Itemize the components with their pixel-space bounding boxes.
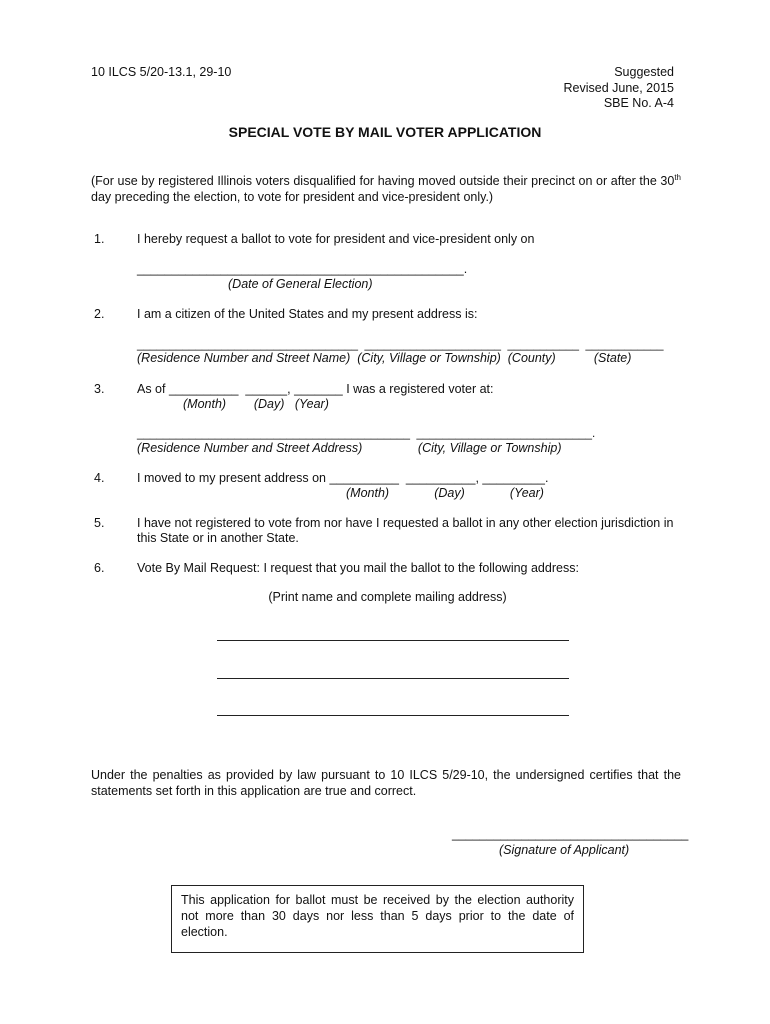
present-address-caption: (Residence Number and Street Name) (City, Village or Township) (County) (State) xyxy=(137,351,632,365)
date-of-election-field[interactable]: _______________________________________________. xyxy=(137,262,468,276)
item-2-number: 2. xyxy=(94,307,105,321)
item-4-number: 4. xyxy=(94,471,105,485)
intro-superscript: th xyxy=(674,172,681,182)
mailing-address-line-2[interactable] xyxy=(217,678,569,679)
suggested-label: Suggested xyxy=(614,65,674,79)
revision-date: Revised June, 2015 xyxy=(563,80,674,95)
prior-address-caption: (Residence Number and Street Address) (City, Village or Township) xyxy=(137,441,562,455)
item-3-number: 3. xyxy=(94,382,105,396)
form-identifier xyxy=(564,65,675,112)
intro-paragraph xyxy=(91,173,681,205)
statute-reference: 10 ILCS 5/20-13.1, 29-10 xyxy=(91,65,232,79)
item-2-text: I am a citizen of the United States and my present address is: xyxy=(137,307,478,321)
deadline-notice-box xyxy=(171,885,584,953)
deadline-notice-text: This application for ballot must be received by the election authority not more than 30 days nor less than 5 days prior to the date of election. xyxy=(181,893,574,939)
item-1-number: 1. xyxy=(94,232,105,246)
mailing-address-caption: (Print name and complete mailing address) xyxy=(268,590,507,604)
mailing-address-line-3[interactable] xyxy=(217,715,569,716)
item-5-number: 5. xyxy=(94,516,105,530)
certification-statement: Under the penalties as provided by law pursuant to 10 ILCS 5/29-10, the undersigned certifies that the statements set forth in this application are true and correct. xyxy=(91,768,681,798)
item-1-text: I hereby request a ballot to vote for president and vice-president only on xyxy=(137,232,535,246)
signature-field[interactable]: __________________________________ xyxy=(452,827,689,841)
prior-address-field[interactable]: __________________________________________ ___________________________. xyxy=(137,427,596,440)
item-6-number: 6. xyxy=(94,561,105,575)
item-5-text: I have not registered to vote from nor have I requested a ballot in any other election jurisdiction in this State or in another State. xyxy=(137,516,674,545)
intro-text-1: (For use by registered Illinois voters disqualified for having moved outside their precinct on or after the 30 xyxy=(91,174,675,188)
present-address-field[interactable]: __________________________________ _____________________ ___________ ____________ xyxy=(137,338,664,351)
item-6-text: Vote By Mail Request: I request that you mail the ballot to the following address: xyxy=(137,561,579,575)
page-title: SPECIAL VOTE BY MAIL VOTER APPLICATION xyxy=(228,124,542,140)
form-number: SBE No. A-4 xyxy=(603,96,674,110)
item-3-text[interactable]: As of __________ ______, _______ I was a registered voter at: xyxy=(137,382,494,396)
move-date-caption: (Month) (Day) (Year) xyxy=(346,486,544,500)
date-of-election-caption: (Date of General Election) xyxy=(228,277,373,291)
item-4-text[interactable]: I moved to my present address on __________ __________, _________. xyxy=(137,471,549,485)
intro-text-2: day preceding the election, to vote for president and vice-president only.) xyxy=(91,190,494,204)
registration-date-caption: (Month) (Day) (Year) xyxy=(183,397,329,411)
signature-caption: (Signature of Applicant) xyxy=(499,843,630,857)
mailing-address-line-1[interactable] xyxy=(217,640,569,641)
